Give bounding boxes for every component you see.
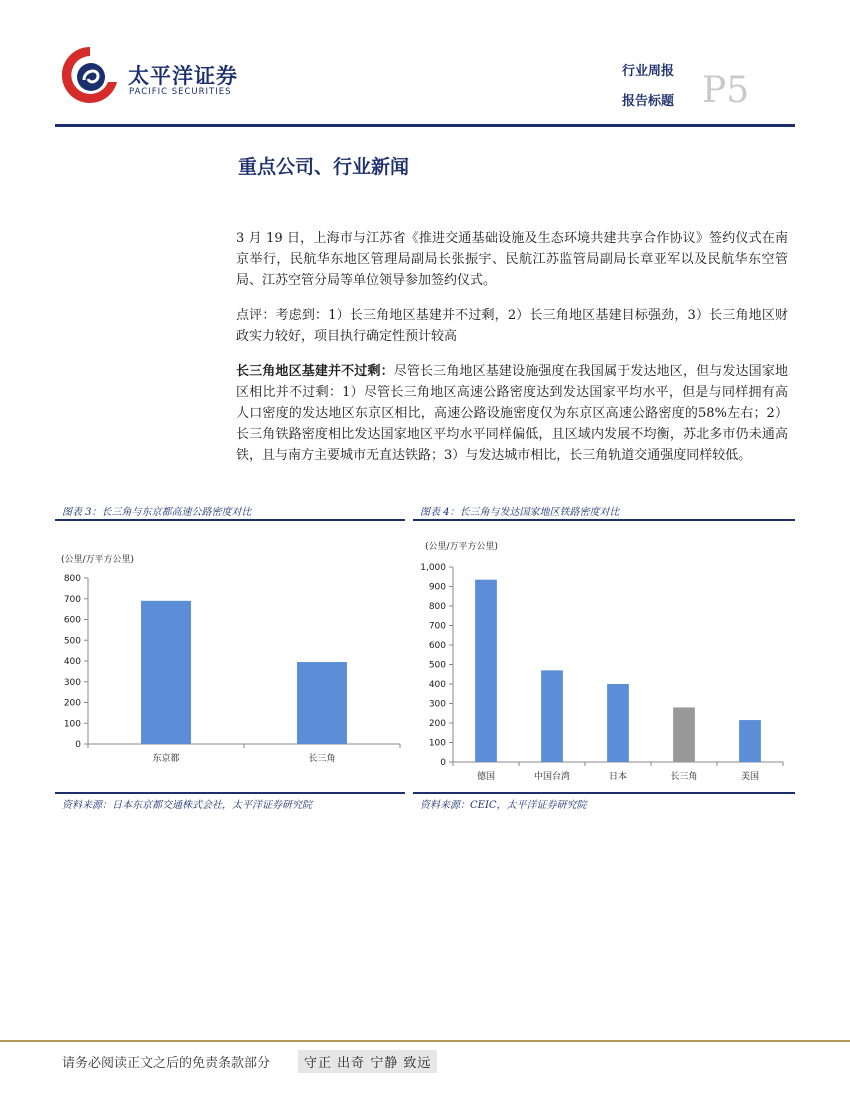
y-tick-label: 800 — [63, 574, 81, 584]
x-tick-label: 德国 — [476, 772, 496, 782]
y-tick-label: 700 — [63, 594, 81, 605]
brand-logo-icon — [60, 44, 120, 106]
bar-5 — [739, 720, 761, 762]
comment-paragraph: 点评：考虑到：1）长三角地区基建并不过剩，2）长三角地区基建目标强劲，3）长三角地区财政实力较好，项目执行确定性预计较高 — [236, 308, 788, 344]
figure-3-top-rule — [55, 519, 405, 521]
figure-4-caption: 图表 4：长三角与发达国家地区铁路密度对比 — [420, 507, 620, 518]
y-unit-label: (公里/万平方公里) — [425, 542, 499, 552]
y-tick-label: 600 — [63, 615, 81, 626]
figure-3-chart — [55, 545, 405, 770]
bar-3 — [607, 684, 629, 762]
news-paragraph: 3 月 19 日，上海市与江苏省《推进交通基础设施及生态环境共建共享合作协议》签约仪式在南京举行，民航华东地区管理局副局长张振宇、民航江苏监管局副局长章亚军以及民航华东空管局、江苏空管分局等单位领导参加签约仪式。 — [236, 231, 788, 288]
analysis-lead: 长三角地区基建并不过剩： — [236, 364, 394, 379]
figure-3-bottom-rule — [55, 792, 405, 794]
y-tick-label: 0 — [75, 740, 81, 750]
section-title: 重点公司、行业新闻 — [238, 156, 410, 178]
figure-3-caption: 图表 3：长三角与东京都高速公路密度对比 — [62, 507, 252, 518]
y-tick-label: 300 — [428, 699, 446, 710]
x-tick-label: 中国台湾 — [533, 772, 571, 782]
figure-4-source: 资料来源：CEIC，太平洋证券研究院 — [420, 800, 587, 811]
figure-4-bottom-rule — [413, 792, 795, 794]
x-tick-label: 东京都 — [152, 754, 180, 764]
bar-1 — [141, 601, 191, 744]
x-tick-label: 长三角 — [308, 754, 336, 764]
x-tick-label: 长三角 — [670, 772, 698, 782]
y-tick-label: 700 — [428, 621, 446, 632]
report-type: 行业周报 — [622, 64, 675, 79]
footer-divider — [0, 1040, 850, 1042]
y-tick-label: 100 — [428, 738, 446, 749]
brand-name-cn: 太平洋证券 — [128, 64, 238, 88]
y-tick-label: 200 — [428, 719, 446, 729]
figure-4-top-rule — [413, 519, 795, 521]
analysis-paragraph — [236, 361, 788, 466]
footer-disclaimer: 请务必阅读正文之后的免责条款部分 — [62, 1056, 271, 1071]
bar-4 — [673, 707, 695, 762]
header-divider — [55, 124, 795, 127]
y-tick-label: 600 — [428, 641, 446, 651]
report-title: 报告标题 — [622, 94, 675, 109]
y-tick-label: 800 — [428, 602, 446, 612]
y-tick-label: 500 — [63, 636, 81, 647]
bar-2 — [297, 662, 347, 744]
y-unit-label: (公里/万平方公里) — [61, 555, 135, 565]
figure-4-chart — [413, 533, 795, 788]
figure-3-source: 资料来源：日本东京都交通株式会社，太平洋证券研究院 — [62, 800, 312, 811]
y-tick-label: 500 — [428, 660, 446, 671]
y-tick-label: 1,000 — [420, 563, 446, 573]
page-number: P5 — [702, 70, 750, 111]
analysis-body: 尽管长三角地区基建设施强度在我国属于发达地区，但与发达国家地区相比并不过剩：1）尽管长三角地区高速公路密度达到发达国家平均水平，但是与同样拥有高人口密度的发达地区东京区相比，高速公路设施密度仅为东京区高速公路密度的58%左右；2）长三角铁路密度相比发达国家地区平均水平同样偏低，且区域内发展不均衡，苏北多市仍未通高铁，且与南方主要城市无直达铁路；3）与发达城市相比，长三角轨道交通强度同样较低。 — [236, 364, 788, 463]
y-tick-label: 200 — [63, 698, 81, 709]
x-tick-label: 日本 — [608, 772, 628, 782]
x-tick-label: 美国 — [740, 772, 760, 782]
y-tick-label: 0 — [440, 758, 446, 768]
y-tick-label: 400 — [63, 657, 81, 667]
y-tick-label: 900 — [428, 582, 446, 593]
y-tick-label: 400 — [428, 680, 446, 690]
y-tick-label: 300 — [63, 677, 81, 688]
bar-2 — [541, 670, 563, 762]
footer-motto: 守正 出奇 宁静 致远 — [298, 1050, 437, 1073]
brand-name-en: PACIFIC SECURITIES — [129, 87, 232, 97]
bar-1 — [475, 580, 497, 762]
y-tick-label: 100 — [63, 719, 81, 730]
